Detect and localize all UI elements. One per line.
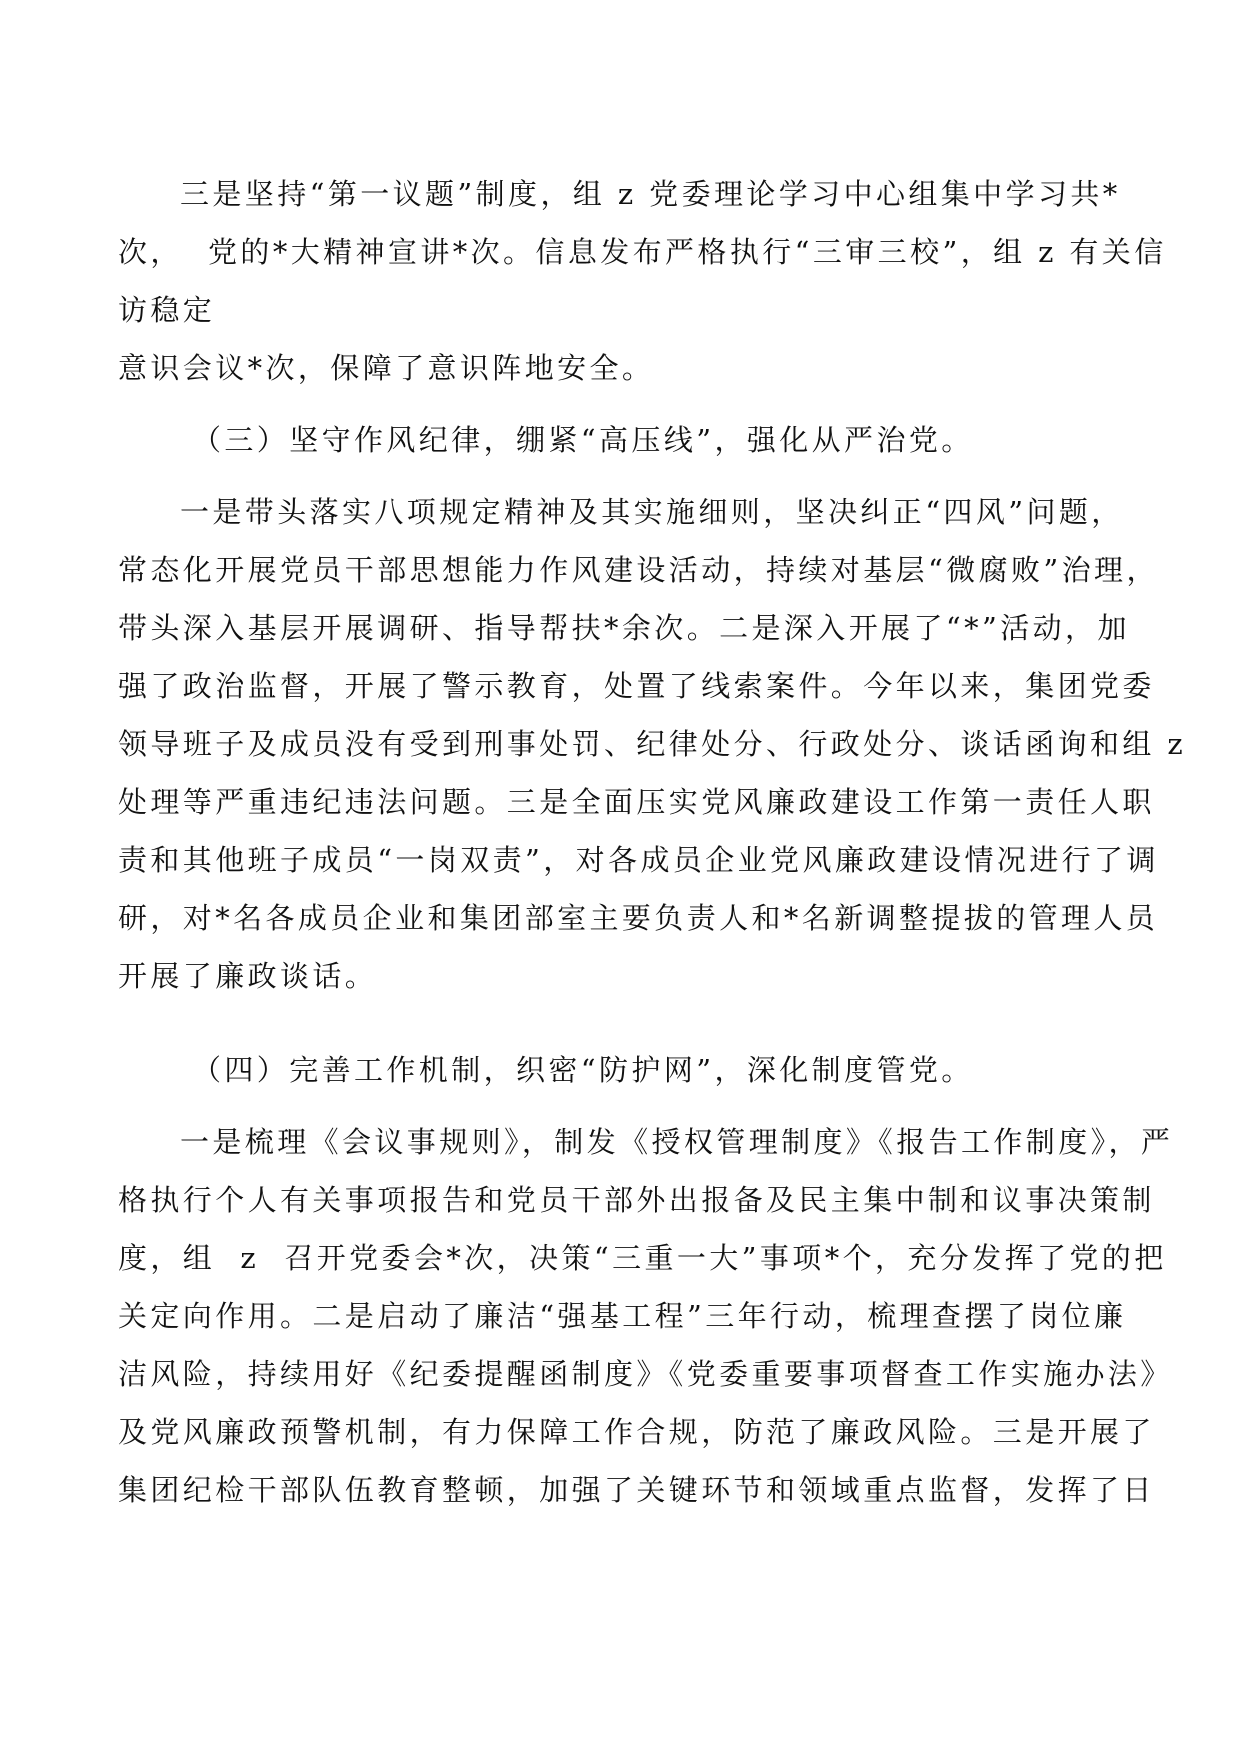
text-line: 一是梳理《会议事规则》，制发《授权管理制度》《报告工作制度》，严	[180, 1125, 1174, 1159]
paragraph-mechanism	[118, 1113, 1173, 1519]
text-line: 访稳定	[118, 293, 216, 327]
heading-text: （四）完善工作机制，织密“防护网”，深化制度管党。	[192, 1053, 974, 1087]
text-line: 格执行个人有关事项报告和党员干部外出报备及民主集中制和议事决策制	[118, 1183, 1155, 1217]
text-line: 带头深入基层开展调研、指导帮扶*余次。二是深入开展了“*”活动，加	[118, 611, 1130, 645]
paragraph-first-agenda	[118, 165, 1167, 397]
section-heading-3	[118, 411, 974, 469]
heading-text: （三）坚守作风纪律，绷紧“高压线”，强化从严治党。	[192, 423, 974, 457]
text-line: 集团纪检干部队伍教育整顿，加强了关键环节和领域重点监督，发挥了日	[118, 1473, 1155, 1507]
text-line: 关定向作用。二是启动了廉洁“强基工程”三年行动，梳理查摆了岗位廉	[118, 1299, 1127, 1333]
paragraph-discipline	[118, 483, 1186, 1005]
text-line: 强了政治监督，开展了警示教育，处置了线索案件。今年以来，集团党委	[118, 669, 1155, 703]
text-line: 常态化开展党员干部思想能力作风建设活动，持续对基层“微腐败”治理，	[118, 553, 1159, 587]
text-line: 洁风险，持续用好《纪委提醒函制度》《党委重要事项督查工作实施办法》	[118, 1357, 1173, 1391]
text-line: 责和其他班子成员“一岗双责”，对各成员企业党风廉政建设情况进行了调	[118, 843, 1159, 877]
text-line: 研，对*名各成员企业和集团部室主要负责人和*名新调整提拔的管理人员	[118, 901, 1159, 935]
text-line: 三是坚持“第一议题”制度，组 z 党委理论学习中心组集中学习共*	[180, 177, 1121, 211]
text-line: 次， 党的*大精神宣讲*次。信息发布严格执行“三审三校”，组 z 有关信	[118, 235, 1167, 269]
text-line: 领导班子及成员没有受到刑事处罚、纪律处分、行政处分、谈话函询和组 z	[118, 727, 1187, 761]
text-line: 一是带头落实八项规定精神及其实施细则，坚决纠正“四风”问题，	[180, 495, 1124, 529]
text-line: 及党风廉政预警机制，有力保障工作合规，防范了廉政风险。三是开展了	[118, 1415, 1155, 1449]
text-line: 开展了廉政谈话。	[118, 959, 378, 993]
text-line: 度，组 z 召开党委会*次，决策“三重一大”事项*个，充分发挥了党的把	[118, 1241, 1167, 1275]
text-line: 处理等严重违纪违法问题。三是全面压实党风廉政建设工作第一责任人职	[118, 785, 1155, 819]
text-line: 意识会议*次，保障了意识阵地安全。	[118, 351, 655, 385]
section-heading-4	[118, 1041, 974, 1099]
